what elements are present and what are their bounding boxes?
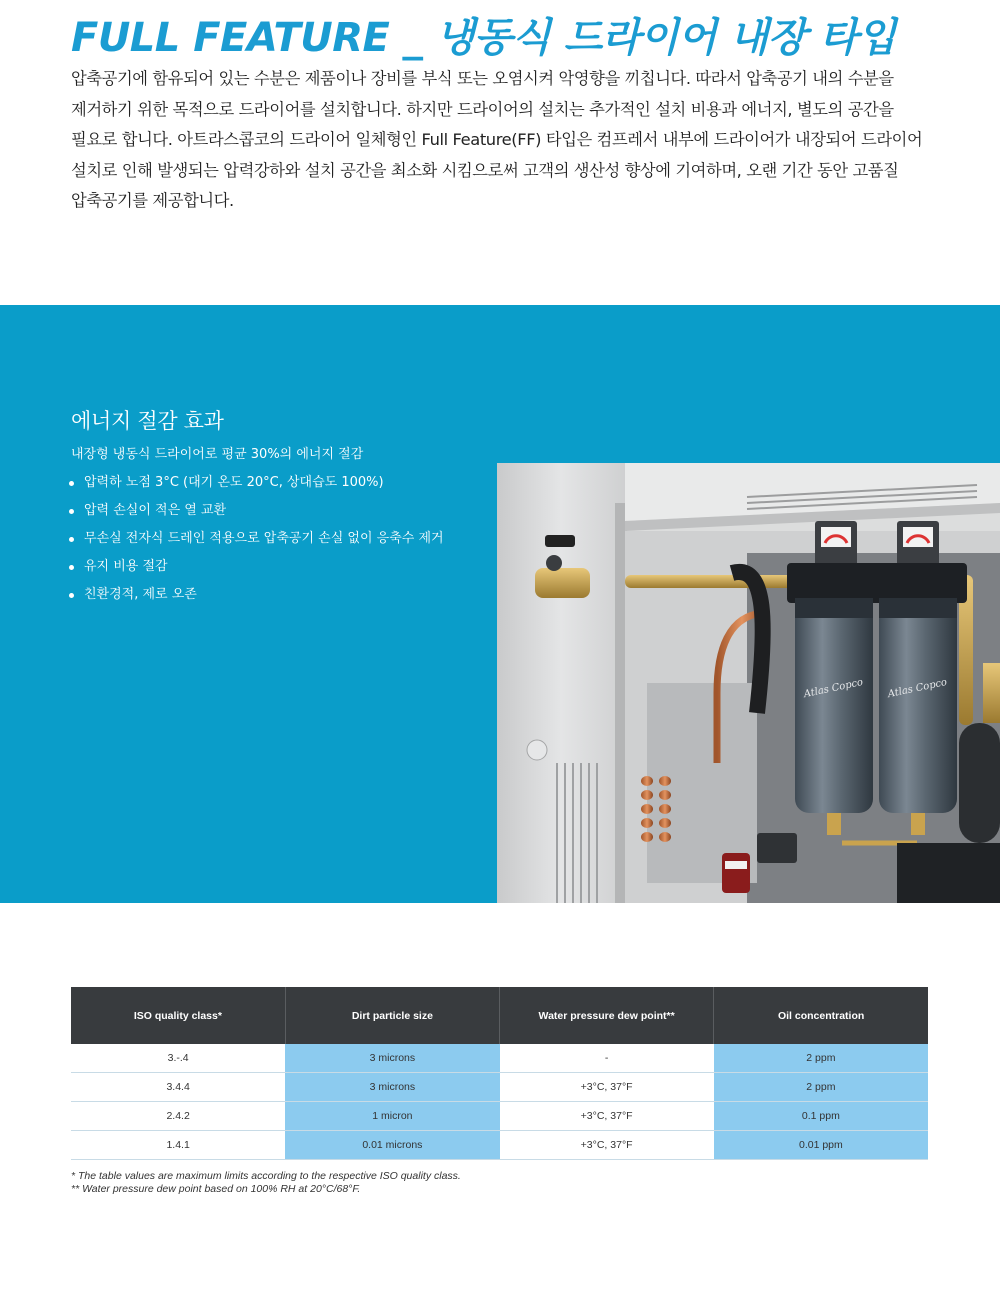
cell-dirt-size: 3 microns: [285, 1073, 499, 1102]
bullet-text: 압력하 노점 3°C (대기 온도 20°C, 상대습도 100%): [84, 475, 384, 490]
iso-quality-table: [71, 987, 928, 1160]
intro-paragraph: [71, 64, 931, 217]
header-dew-point: Water pressure dew point**: [500, 987, 714, 1044]
cell-oil-conc: 0.01 ppm: [714, 1131, 928, 1160]
header-dirt-size: Dirt particle size: [285, 987, 499, 1044]
cell-dirt-size: 1 micron: [285, 1102, 499, 1131]
bullet-text: 유지 비용 절감: [84, 559, 168, 574]
header-iso-class: ISO quality class*: [71, 987, 285, 1044]
bullet-item: [67, 553, 444, 581]
table-row: [71, 1102, 928, 1131]
bullet-dot-icon: [69, 537, 74, 542]
energy-bullet-list: [67, 469, 444, 609]
cell-iso-class: 3.-.4: [71, 1044, 285, 1073]
cell-iso-class: 3.4.4: [71, 1073, 285, 1102]
cell-dew-point: +3°C, 37°F: [500, 1131, 714, 1160]
cell-oil-conc: 2 ppm: [714, 1073, 928, 1102]
bullet-dot-icon: [69, 509, 74, 514]
energy-section-title: 에너지 절감 효과: [71, 409, 224, 433]
table-row: [71, 1073, 928, 1102]
bullet-item: [67, 497, 444, 525]
intro-line: 설치로 인해 발생되는 압력강하와 설치 공간을 최소화 시킴으로써 고객의 생산성 향상에 기여하며, 오랜 기간 동안 고품질: [71, 160, 899, 180]
dryer-product-photo: [497, 463, 1000, 903]
header-oil-conc: Oil concentration: [714, 987, 928, 1044]
bullet-dot-icon: [69, 481, 74, 486]
intro-line: 압축공기를 제공합니다.: [71, 191, 234, 210]
bullet-item: [67, 525, 444, 553]
bullet-item: [67, 581, 444, 609]
page-title: FULL FEATURE _ 냉동식 드라이어 내장 타입: [71, 15, 896, 61]
filter-brand-label: Atlas Copco: [886, 676, 949, 701]
bullet-text: 친환경적, 제로 오존: [84, 587, 197, 602]
cell-oil-conc: 0.1 ppm: [714, 1102, 928, 1131]
cell-dirt-size: 3 microns: [285, 1044, 499, 1073]
cell-oil-conc: 2 ppm: [714, 1044, 928, 1073]
energy-subtitle: 내장형 냉동식 드라이어로 평균 30%의 에너지 절감: [71, 447, 364, 462]
bullet-text: 무손실 전자식 드레인 적용으로 압축공기 손실 없이 응축수 제거: [84, 531, 444, 546]
intro-line: 필요로 합니다. 아트라스콥코의 드라이어 일체형인 Full Feature(FF) 타입은 컴프레서 내부에 드라이어가 내장되어 드라이어: [71, 130, 923, 149]
table-row: [71, 1131, 928, 1160]
table-header-row: [71, 987, 928, 1044]
footnote-2: ** Water pressure dew point based on 100% RH at 20°C/68°F.: [71, 1183, 361, 1195]
cell-dew-point: +3°C, 37°F: [500, 1102, 714, 1131]
cell-iso-class: 1.4.1: [71, 1131, 285, 1160]
filter-brand-label: Atlas Copco: [802, 676, 865, 701]
cell-dew-point: -: [500, 1044, 714, 1073]
cell-dew-point: +3°C, 37°F: [500, 1073, 714, 1102]
bullet-text: 압력 손실이 적은 열 교환: [84, 503, 227, 518]
cell-dirt-size: 0.01 microns: [285, 1131, 499, 1160]
footnote-1: * The table values are maximum limits according to the respective ISO quality class.: [71, 1170, 461, 1182]
intro-line: 제거하기 위한 목적으로 드라이어를 설치합니다. 하지만 드라이어의 설치는 추가적인 설치 비용과 에너지, 별도의 공간을: [71, 99, 894, 119]
intro-line: 압축공기에 함유되어 있는 수분은 제품이나 장비를 부식 또는 오염시켜 악영향을 끼칩니다. 따라서 압축공기 내의 수분을: [71, 69, 894, 88]
table-row: [71, 1044, 928, 1073]
bullet-dot-icon: [69, 593, 74, 598]
cell-iso-class: 2.4.2: [71, 1102, 285, 1131]
bullet-item: [67, 469, 444, 497]
table-footnotes: [71, 1170, 461, 1196]
bullet-dot-icon: [69, 565, 74, 570]
